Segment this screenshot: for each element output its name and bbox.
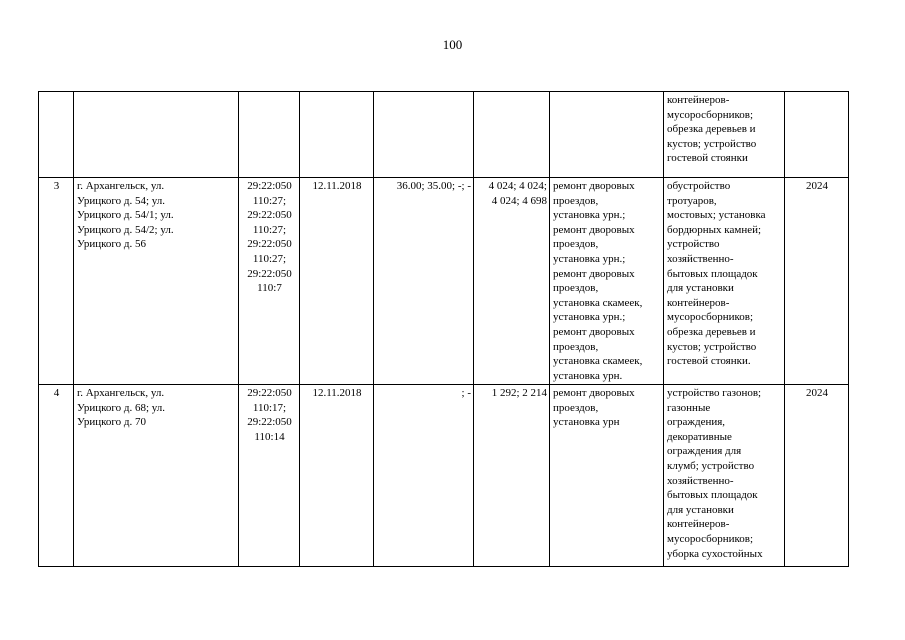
address-cell-line: Урицкого д. 68; ул.	[77, 401, 166, 414]
works-cell-line: установка урн.;	[553, 311, 626, 324]
works-cell-line: ремонт дворовых	[553, 267, 635, 280]
table-row	[39, 385, 849, 567]
cadastral-number-cell-line: 110:27;	[252, 194, 287, 207]
address-cell	[74, 385, 239, 567]
address-cell-line: Урицкого д. 54/1; ул.	[77, 209, 174, 222]
cadastral-number-cell	[239, 92, 300, 178]
additional-works-cell	[664, 385, 785, 567]
additional-works-cell	[664, 178, 785, 385]
additional-works-cell-line: обрезка деревьев и	[667, 325, 756, 338]
works-cell-line: проездов,	[553, 282, 599, 295]
date-cell: 12.11.2018	[300, 178, 374, 385]
area-cell: ; -	[374, 385, 474, 567]
additional-works-cell	[664, 92, 785, 178]
additional-works-cell-line: кустов; устройство	[667, 340, 757, 353]
additional-works-cell-line: обустройство	[667, 180, 731, 192]
cadastral-number-cell-line: 110:7	[257, 282, 282, 295]
works-cell-line: установка урн.;	[553, 252, 626, 265]
works-cell	[550, 178, 664, 385]
works-cell-line: установка скамеек,	[553, 296, 643, 309]
additional-works-cell-line: клумб; устройство	[667, 459, 755, 472]
additional-works-cell-line: контейнеров-	[667, 296, 730, 309]
additional-works-cell-line: бордюрных камней;	[667, 223, 762, 236]
works-cell-line: проездов,	[553, 238, 599, 251]
area-cell: 36.00; 35.00; -; -	[374, 178, 474, 385]
table-body	[39, 92, 849, 567]
cadastral-number-cell-line: 29:22:050	[247, 180, 292, 192]
works-cell	[550, 92, 664, 178]
address-cell	[74, 178, 239, 385]
sum-cell-line: 1 292; 2 214	[491, 387, 547, 399]
row-number: 3	[39, 178, 74, 385]
additional-works-cell-line: контейнеров-	[667, 518, 730, 531]
cadastral-number-cell-line: 29:22:050	[247, 238, 292, 251]
table-row	[39, 178, 849, 385]
year-cell: 2024	[785, 385, 849, 567]
cadastral-number-cell-line: 110:27;	[252, 252, 287, 265]
row-number: 4	[39, 385, 74, 567]
area-cell	[374, 92, 474, 178]
works-cell-line: установка урн.;	[553, 209, 626, 222]
address-cell	[74, 92, 239, 178]
address-cell-line: г. Архангельск, ул.	[77, 387, 165, 399]
sum-cell	[474, 385, 550, 567]
additional-works-cell-line: хозяйственно-	[667, 252, 734, 265]
additional-works-cell-line: бытовых площадок	[667, 267, 758, 280]
cadastral-number-cell	[239, 385, 300, 567]
address-cell-line: Урицкого д. 70	[77, 416, 146, 429]
cadastral-number-cell-line: 110:14	[254, 430, 285, 443]
works-cell-line: установка урн.	[553, 369, 623, 382]
works-cell-line: ремонт дворовых	[553, 180, 635, 192]
works-cell-line: проездов,	[553, 401, 599, 414]
address-cell-line: Урицкого д. 54; ул.	[77, 194, 166, 207]
cadastral-number-cell-line: 29:22:050	[247, 209, 292, 222]
additional-works-cell-line: ограждения,	[667, 416, 726, 429]
additional-works-cell-line: хозяйственно-	[667, 474, 734, 487]
works-cell-line: установка скамеек,	[553, 355, 643, 368]
address-cell-line: Урицкого д. 54/2; ул.	[77, 223, 174, 236]
works-cell-line: проездов,	[553, 340, 599, 353]
additional-works-cell-line: ограждения для	[667, 445, 742, 458]
additional-works-cell-line: мусоросборников;	[667, 311, 754, 324]
works-cell-line: ремонт дворовых	[553, 387, 635, 399]
year-cell	[785, 92, 849, 178]
additional-works-cell-line: для установки	[667, 282, 734, 295]
additional-works-cell-line: обрезка деревьев и	[667, 123, 756, 136]
date-cell: 12.11.2018	[300, 385, 374, 567]
additional-works-cell-line: гостевой стоянки.	[667, 355, 751, 368]
additional-works-cell-line: для установки	[667, 503, 734, 516]
table-row	[39, 92, 849, 178]
additional-works-cell-line: мусоросборников;	[667, 532, 754, 545]
additional-works-cell-line: уборка сухостойных	[667, 547, 763, 560]
additional-works-cell-line: мостовых; установка	[667, 209, 766, 222]
address-cell-line: Урицкого д. 56	[77, 238, 146, 251]
additional-works-cell-line: мусоросборников;	[667, 108, 754, 121]
year-cell: 2024	[785, 178, 849, 385]
works-cell-line: установка урн	[553, 416, 620, 429]
works-cell-line: ремонт дворовых	[553, 223, 635, 236]
works-cell-line: проездов,	[553, 194, 599, 207]
address-cell-line: г. Архангельск, ул.	[77, 180, 165, 192]
cadastral-number-cell	[239, 178, 300, 385]
improvement-table	[38, 91, 849, 567]
additional-works-cell-line: устройство газонов;	[667, 387, 762, 399]
cadastral-number-cell-line: 29:22:050	[247, 387, 292, 399]
sum-cell-line: 4 024; 4 024;	[488, 180, 547, 192]
additional-works-cell-line: декоративные	[667, 430, 732, 443]
additional-works-cell-line: гостевой стоянки	[667, 152, 748, 165]
cadastral-number-cell-line: 29:22:050	[247, 416, 292, 429]
date-cell	[300, 92, 374, 178]
cadastral-number-cell-line: 110:27;	[252, 223, 287, 236]
sum-cell-line: 4 024; 4 698	[491, 194, 547, 207]
additional-works-cell-line: газонные	[667, 401, 711, 414]
sum-cell	[474, 92, 550, 178]
additional-works-cell-line: устройство	[667, 238, 720, 251]
row-number	[39, 92, 74, 178]
cadastral-number-cell-line: 29:22:050	[247, 267, 292, 280]
additional-works-cell-line: тротуаров,	[667, 194, 717, 207]
works-cell-line: ремонт дворовых	[553, 325, 635, 338]
additional-works-cell-line: бытовых площадок	[667, 489, 758, 502]
additional-works-cell-line: кустов; устройство	[667, 137, 757, 150]
page-number: 100	[442, 37, 463, 52]
additional-works-cell-line: контейнеров-	[667, 94, 730, 106]
cadastral-number-cell-line: 110:17;	[252, 401, 287, 414]
works-cell	[550, 385, 664, 567]
sum-cell	[474, 178, 550, 385]
